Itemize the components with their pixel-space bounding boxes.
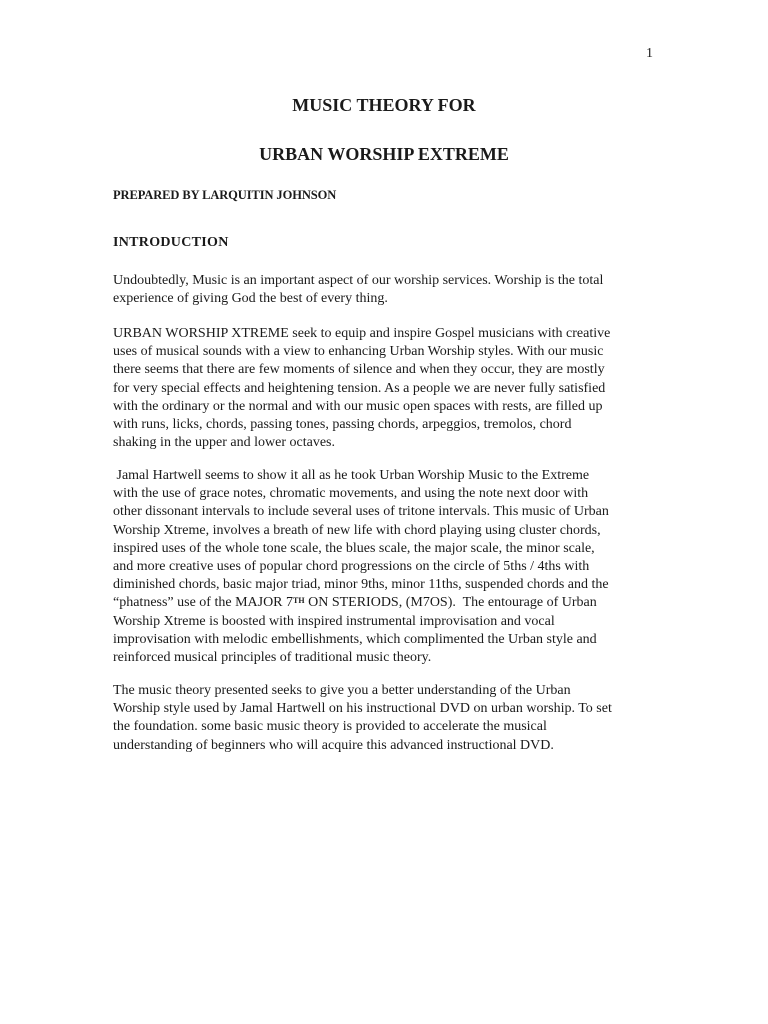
paragraph-2-line: with runs, licks, chords, passing tones, passing chords, arpeggios, tremolos, chord: [113, 417, 572, 433]
paragraph-3-line: improvisation with melodic embellishments, which complimented the Urban style and: [113, 631, 597, 647]
author-line: PREPARED BY LARQUITIN JOHNSON: [113, 188, 337, 202]
paragraph-3-line: reinforced musical principles of traditional music theory.: [113, 650, 432, 666]
paragraph-3: [113, 467, 653, 667]
major-line-after: ON STERIODS, (M7OS). The entourage of Urban: [304, 595, 597, 611]
paragraph-4-line: Worship style used by Jamal Hartwell on his instructional DVD on urban worship. To set: [113, 701, 612, 717]
paragraph-2-line: uses of musical sounds with a view to enhancing Urban Worship styles. With our music: [113, 344, 604, 360]
paragraph-3-line: and more creative uses of popular chord progressions on the circle of 5ths / 4ths with: [113, 559, 590, 575]
paragraph-1: [113, 272, 653, 308]
document-title-line-1: MUSIC THEORY FOR: [292, 95, 476, 115]
paragraph-3-line: inspired uses of the whole tone scale, the blues scale, the major scale, the minor scale,: [113, 540, 595, 556]
paragraph-2-line: for very special effects and heightening tension. As a people we are never fully satisfied: [113, 380, 606, 396]
major-line-before: “phatness” use of the MAJOR 7: [113, 595, 294, 611]
paragraph-1-line: experience of giving God the best of every thing.: [113, 291, 388, 307]
paragraph-4-line: understanding of beginners who will acquire this advanced instructional DVD.: [113, 737, 554, 753]
paragraph-4-line: The music theory presented seeks to give you a better understanding of the Urban: [113, 683, 571, 698]
section-heading-introduction: INTRODUCTION: [113, 235, 229, 250]
paragraph-2: [113, 325, 653, 452]
paragraph-3-line: with the use of grace notes, chromatic movements, and using the note next door with: [113, 486, 589, 502]
paragraph-2-line: URBAN WORSHIP XTREME seek to equip and inspire Gospel musicians with creative: [113, 326, 611, 341]
paragraph-2-line: shaking in the upper and lower octaves.: [113, 435, 335, 451]
paragraph-3-line: Worship Xtreme is boosted with inspired instrumental improvisation and vocal: [113, 613, 555, 629]
superscript-th: TH: [293, 596, 305, 606]
paragraph-3-line: Jamal Hartwell seems to show it all as he took Urban Worship Music to the Extreme: [113, 468, 590, 483]
paragraph-2-line: there seems that there are few moments of silence and when they occur, they are mostly: [113, 362, 605, 378]
paragraph-4: [113, 682, 653, 755]
page-number: 1: [646, 46, 653, 61]
paragraph-1-line: Undoubtedly, Music is an important aspect of our worship services. Worship is the total: [113, 273, 604, 288]
paragraph-3-line: other dissonant intervals to include several uses of tritone intervals. This music of Urban: [113, 504, 609, 520]
document-title-line-2: URBAN WORSHIP EXTREME: [259, 144, 509, 164]
paragraph-2-line: with the ordinary or the normal and with our music open spaces with rests, are filled up: [113, 398, 603, 414]
paragraph-4-line: the foundation. some basic music theory is provided to accelerate the musical: [113, 719, 547, 735]
paragraph-3-line: diminished chords, basic major triad, minor 9ths, minor 11ths, suspended chords and the: [113, 577, 609, 593]
paragraph-3-line: Worship Xtreme, involves a breath of new life with chord playing using cluster chords,: [113, 522, 601, 538]
paragraph-3-line-major-7th: [113, 594, 653, 612]
